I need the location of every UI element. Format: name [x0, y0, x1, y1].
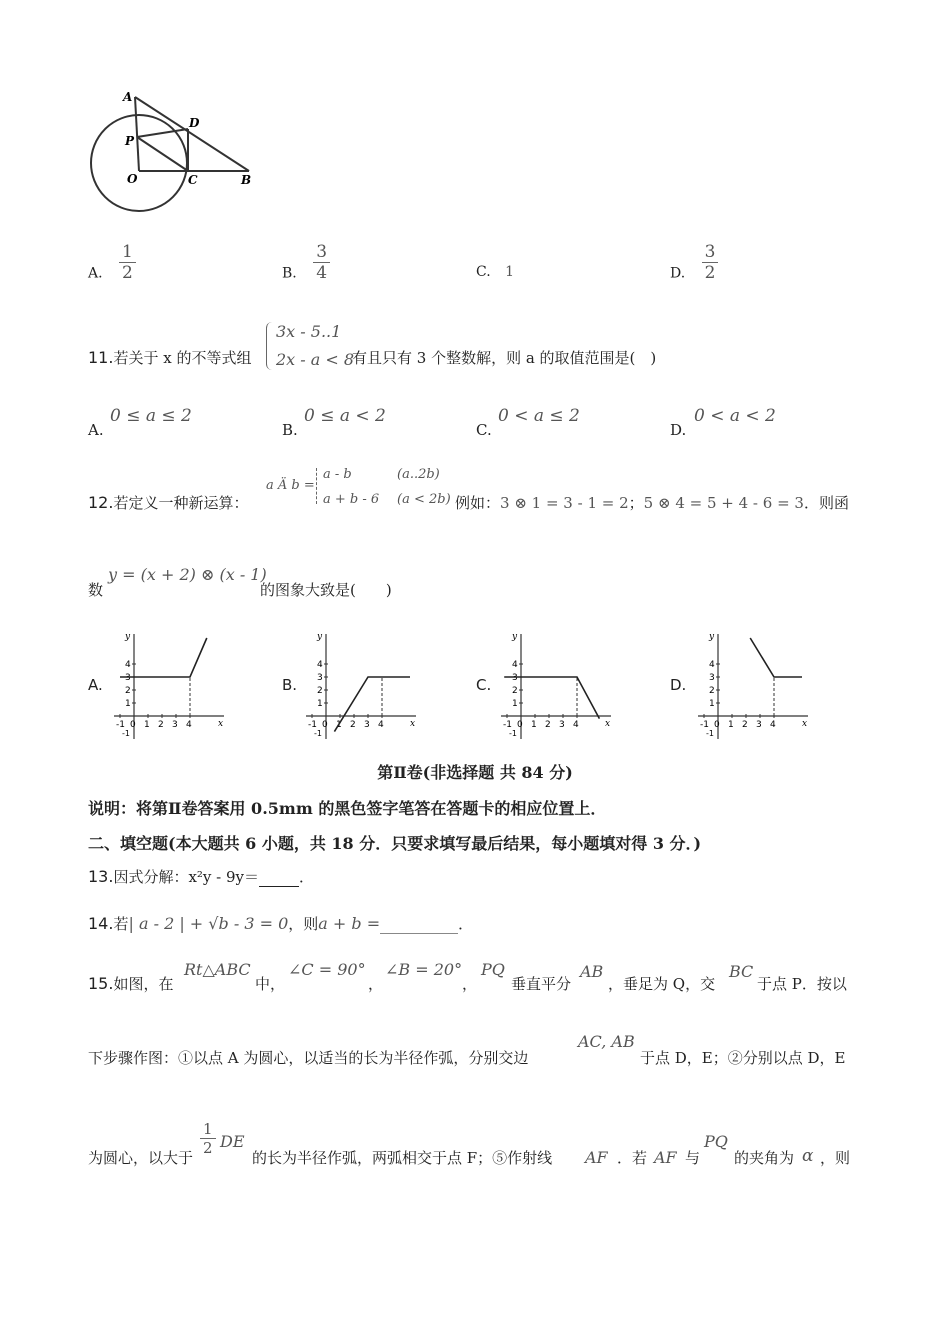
- q11-option-d-expr: 0 < a < 2: [694, 406, 776, 426]
- x-tick-label: 1: [531, 720, 537, 730]
- q11-option-b-letter: B.: [282, 421, 298, 439]
- graph-b-svg: [302, 628, 422, 743]
- y-tick-label: 3: [125, 673, 131, 683]
- section-title: 第Ⅱ卷(非选择题 共 84 分): [377, 763, 573, 782]
- q11-system-line1: 3x - 5..1: [276, 322, 342, 341]
- q15-rt: Rt△ABC: [184, 960, 251, 979]
- graph-d: [694, 628, 814, 747]
- q15-angle-c: ∠C = 90°: [288, 960, 366, 979]
- q15-acab: AC, AB: [578, 1032, 635, 1051]
- y-tick-label: 2: [709, 686, 715, 696]
- y-axis-label: y: [125, 632, 131, 642]
- q11-system-line2: 2x - a < 8: [276, 350, 355, 369]
- x-tick-label: -1: [700, 720, 709, 730]
- x-tick-label: 3: [364, 720, 370, 730]
- y-tick-label: 2: [317, 686, 323, 696]
- q11-suffix: 有且只有 3 个整数解，则 a 的取值范围是( ): [352, 349, 657, 367]
- y-tick-label: -1: [509, 729, 517, 738]
- function-curve: [120, 638, 207, 677]
- x-tick-label: 1: [728, 720, 734, 730]
- x-tick-label: 1: [144, 720, 150, 730]
- section-note: 说明：将第Ⅱ卷答案用 0.5mm 的黑色签字笔答在答题卡的相应位置上．: [88, 799, 607, 818]
- graph-c: [497, 628, 617, 747]
- q10-option-d: D. $\frac{3}{2}$: [670, 264, 718, 283]
- q12-function: y = (x + 2) ⊗ (x - 1): [108, 565, 267, 584]
- q11-option-c-expr: 0 < a ≤ 2: [498, 406, 580, 426]
- y-tick-label: 3: [317, 673, 323, 683]
- q11-option-c-letter: C.: [476, 421, 492, 439]
- q15-comma: ，: [462, 975, 478, 993]
- q11-option-b-expr: 0 ≤ a < 2: [304, 406, 386, 426]
- label-c: C: [188, 173, 198, 187]
- q15-pq: PQ: [481, 960, 505, 979]
- x-tick-label: 3: [172, 720, 178, 730]
- x-axis-label: x: [410, 719, 416, 729]
- y-tick-label: 1: [125, 699, 131, 709]
- x-tick-label: -1: [308, 720, 317, 730]
- y-tick-label: -1: [122, 729, 130, 738]
- answer-blank: [259, 868, 299, 887]
- q14: 14.若| a - 2 | + √b - 3 = 0，则a + b = ．: [88, 914, 474, 933]
- fraction: $\frac{3}{4}$: [313, 242, 330, 283]
- q15-af: AF: [585, 1148, 608, 1167]
- x-tick-label: 1: [336, 720, 342, 730]
- q12-cond1: (a..2b): [397, 467, 440, 482]
- q12-def-lhs: a Ä b =: [266, 478, 315, 493]
- q15-l3f: ，则: [820, 1149, 851, 1167]
- function-curve: [750, 638, 802, 677]
- x-tick-label: 2: [350, 720, 356, 730]
- x-tick-label: -1: [503, 720, 512, 730]
- x-axis-label: x: [605, 719, 611, 729]
- q15-ab: AB: [580, 962, 604, 981]
- label-a: A: [123, 90, 133, 104]
- label-b: B: [241, 173, 252, 187]
- fraction: $\frac{1}{2}$: [119, 242, 136, 283]
- q11-stem: 11.若关于 x 的不等式组: [88, 348, 252, 367]
- q10-option-b: B. $\frac{3}{4}$: [282, 264, 330, 283]
- answer-blank: [380, 915, 458, 934]
- graph-a: [110, 628, 230, 747]
- x-tick-label: 2: [545, 720, 551, 730]
- q11-option-a-letter: A.: [88, 421, 104, 439]
- q15-l3e: 的夹角为: [734, 1149, 795, 1167]
- fraction: $\frac{3}{2}$: [702, 242, 719, 283]
- graph-b: [302, 628, 422, 747]
- x-tick-label: 0: [714, 720, 720, 730]
- graph-d-svg: [694, 628, 814, 743]
- q15-l3c: ．若: [617, 1149, 648, 1167]
- q11-option-d-letter: D.: [670, 421, 687, 439]
- q12-line2-prefix: 数: [88, 581, 104, 599]
- graph-option-a-letter: A.: [88, 676, 103, 694]
- graph-option-c-letter: C.: [476, 676, 492, 694]
- q10-option-a: A. $\frac{1}{2}$: [88, 264, 136, 283]
- q15-de: DE: [220, 1132, 245, 1151]
- label-o: O: [127, 172, 138, 186]
- q11-option-a-expr: 0 ≤ a ≤ 2: [110, 406, 192, 426]
- q15-pq2: PQ: [704, 1132, 728, 1151]
- graph-option-d-letter: D.: [670, 676, 687, 694]
- x-tick-label: 3: [756, 720, 762, 730]
- q15-bc: BC: [729, 962, 754, 981]
- y-tick-label: 4: [709, 660, 715, 670]
- x-tick-label: 4: [770, 720, 776, 730]
- y-tick-label: 1: [317, 699, 323, 709]
- label-d: D: [189, 116, 200, 130]
- y-axis-label: y: [317, 632, 323, 642]
- q15-l2b: 于点 D，E；②分别以点 D，E: [640, 1049, 846, 1067]
- q15-l1e: 于点 P．按以: [757, 975, 847, 993]
- geometry-figure: [85, 85, 260, 220]
- brace: [316, 468, 321, 504]
- q15-l1b: 中，: [255, 975, 286, 993]
- q12-case2: a + b - 6: [323, 492, 380, 507]
- q15-number-prefix: 15.如图，在: [88, 974, 174, 993]
- y-tick-label: -1: [314, 729, 322, 738]
- y-tick-label: 2: [512, 686, 518, 696]
- q15-af2: AF: [654, 1148, 677, 1167]
- q15-l3b: 的长为半径作弧，两弧相交于点 F；⑤作射线: [252, 1149, 553, 1167]
- q15-comma: ，: [368, 975, 384, 993]
- q12-case1: a - b: [323, 467, 352, 482]
- x-tick-label: 4: [186, 720, 192, 730]
- x-tick-label: 4: [378, 720, 384, 730]
- x-axis-label: x: [802, 719, 808, 729]
- q15-l1d: ，垂足为 Q，交: [608, 975, 716, 993]
- q12-cond2: (a < 2b): [397, 492, 451, 507]
- q12-line2-suffix: 的图象大致是( ): [260, 581, 392, 599]
- label-p: P: [125, 134, 135, 148]
- y-tick-label: 4: [317, 660, 323, 670]
- function-curve: [504, 677, 599, 719]
- y-tick-label: 3: [709, 673, 715, 683]
- q15-l3a: 为圆心，以大于: [88, 1149, 194, 1167]
- q15-l2a: 下步骤作图：①以点 A 为圆心，以适当的长为半径作弧，分别交边: [88, 1049, 529, 1067]
- y-tick-label: 1: [709, 699, 715, 709]
- q15-l3d: 与: [685, 1149, 701, 1167]
- brace: [266, 322, 275, 370]
- graph-c-svg: [497, 628, 617, 743]
- q10-option-c: C. 1: [476, 264, 515, 280]
- y-axis-label: y: [512, 632, 518, 642]
- fraction-half: $\frac{1}{2}$: [200, 1120, 216, 1157]
- x-tick-label: 3: [559, 720, 565, 730]
- x-tick-label: 2: [742, 720, 748, 730]
- q12-examples: 例如：3 ⊗ 1 = 3 - 1 = 2；5 ⊗ 4 = 5 + 4 - 6 = 3．则函: [455, 494, 849, 512]
- x-tick-label: -1: [116, 720, 125, 730]
- x-tick-label: 2: [158, 720, 164, 730]
- y-tick-label: 3: [512, 673, 518, 683]
- q15-l1c: 垂直平分: [511, 975, 572, 993]
- y-tick-label: 4: [512, 660, 518, 670]
- q13: 13.因式分解：x²y - 9y＝ ．: [88, 867, 315, 886]
- graph-a-svg: [110, 628, 230, 743]
- y-tick-label: 4: [125, 660, 131, 670]
- q15-angle-b: ∠B = 20°: [385, 960, 463, 979]
- q15-alpha: α: [802, 1146, 814, 1166]
- y-tick-label: -1: [706, 729, 714, 738]
- y-tick-label: 2: [125, 686, 131, 696]
- q12-stem: 12.若定义一种新运算：: [88, 493, 249, 512]
- x-axis-label: x: [218, 719, 224, 729]
- y-tick-label: 1: [512, 699, 518, 709]
- section-heading: 二、填空题(本大题共 6 小题，共 18 分．只要求填写最后结果，每小题填对得 3 分．): [88, 834, 702, 853]
- function-curve: [334, 677, 410, 732]
- x-tick-label: 0: [517, 720, 523, 730]
- x-tick-label: 0: [322, 720, 328, 730]
- graph-option-b-letter: B.: [282, 676, 298, 694]
- x-tick-label: 0: [130, 720, 136, 730]
- x-tick-label: 4: [573, 720, 579, 730]
- y-axis-label: y: [709, 632, 715, 642]
